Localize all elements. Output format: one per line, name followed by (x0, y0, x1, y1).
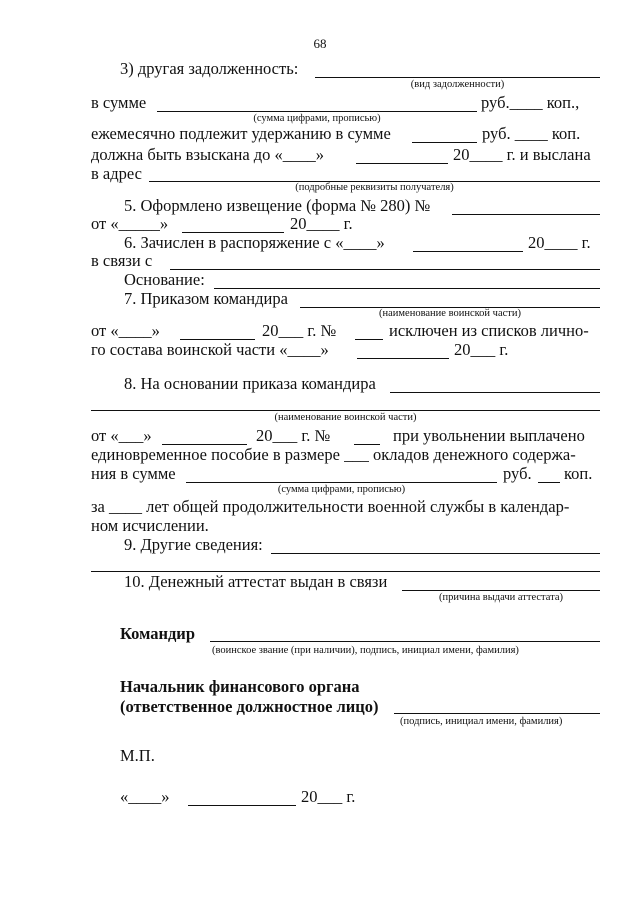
enlisted-year-label: 20____ г. (528, 233, 591, 252)
other-info-field[interactable] (271, 553, 600, 554)
order8-amount-field[interactable] (186, 482, 497, 483)
notice-date-label: от «_____» (91, 214, 169, 233)
order7-excluded-label: исключен из списков лично- (389, 321, 589, 340)
order7-line2: го состава воинской части «____» (91, 340, 329, 359)
due-month-field[interactable] (356, 163, 448, 164)
stamp-label: М.П. (120, 746, 155, 765)
final-month-field[interactable] (188, 805, 296, 806)
monthly-amount-field[interactable] (412, 142, 477, 143)
order8-benefit-line: единовременное пособие в размере ___ окладов денежного содержа- (91, 445, 576, 464)
other-debt-label: 3) другая задолженность: (120, 59, 299, 78)
order7-date-label: от «____» (91, 321, 160, 340)
due-date-label: должна быть взыскана до «____» (91, 145, 325, 164)
page-number: 68 (313, 36, 327, 51)
amount-rub-label: руб.____ коп., (481, 93, 580, 112)
finance-signature-field[interactable] (394, 713, 600, 714)
order7-exclusion-month-field[interactable] (357, 358, 449, 359)
enlisted-month-field[interactable] (413, 251, 523, 252)
order7-year-number-label: 20___ г. № (262, 321, 337, 340)
certificate-reason-field[interactable] (402, 590, 600, 591)
order8-service-line: за ____ лет общей продолжительности военной службы в календар- (91, 497, 570, 516)
order8-year-number-label: 20___ г. № (256, 426, 331, 445)
other-info-label: 9. Другие сведения: (124, 535, 263, 554)
finance-caption: (подпись, инициал имени, фамилия) (400, 716, 563, 727)
address-label: в адрес (91, 164, 142, 183)
responsible-person-label: (ответственное должностное лицо) (120, 697, 379, 716)
order8-kop-label: коп. (564, 464, 593, 483)
amount-label: в сумме (91, 93, 147, 112)
notice-number-field[interactable] (452, 214, 600, 215)
enlisted-label: 6. Зачислен в распоряжение с «____» (124, 233, 385, 252)
order8-paid-label: при увольнении выплачено (393, 426, 585, 445)
final-year-label: 20___ г. (301, 787, 356, 806)
finance-head-label: Начальник финансового органа (120, 677, 360, 696)
recipient-caption: (подробные реквизиты получателя) (295, 182, 454, 193)
order8-label: 8. На основании приказа командира (124, 374, 376, 393)
order7-line2-year: 20___ г. (454, 340, 509, 359)
debt-type-caption: (вид задолженности) (410, 79, 505, 90)
certificate-reason-caption: (причина выдачи аттестата) (438, 592, 564, 603)
order8-calendar-line: ном исчислении. (91, 516, 209, 535)
order8-rub-label: руб. (503, 464, 532, 483)
order8-kop-field[interactable] (538, 482, 560, 483)
monthly-deduction-label: ежемесячно подлежит удержанию в сумме (91, 124, 391, 143)
amount-field[interactable] (157, 111, 477, 112)
order8-unit-caption: (наименование воинской части) (274, 412, 417, 423)
order8-amount-caption: (сумма цифрами, прописью) (277, 484, 406, 495)
due-year-label: 20____ г. и выслана (453, 145, 591, 164)
order7-unit-caption: (наименование воинской части) (379, 308, 521, 319)
commander-caption: (воинское звание (при наличии), подпись, инициал имени, фамилия) (212, 645, 519, 656)
debt-type-field[interactable] (315, 77, 600, 78)
final-date-open: «____» (120, 787, 170, 806)
notice-label: 5. Оформлено извещение (форма № 280) № (124, 196, 431, 215)
monthly-rub-label: руб. ____ коп. (482, 124, 581, 143)
order8-commander-field[interactable] (390, 392, 600, 393)
certificate-label: 10. Денежный аттестат выдан в связи (124, 572, 388, 591)
amount-caption: (сумма цифрами, прописью) (253, 113, 381, 124)
notice-year-label: 20____ г. (290, 214, 353, 233)
commander-signature-field[interactable] (210, 641, 600, 642)
basis-label: Основание: (124, 270, 205, 289)
order7-label: 7. Приказом командира (124, 289, 288, 308)
order8-unit-field[interactable] (91, 410, 600, 411)
order8-amount-label: ния в сумме (91, 464, 176, 483)
order7-number-field[interactable] (355, 339, 383, 340)
commander-label: Командир (120, 624, 195, 643)
connection-field[interactable] (170, 269, 600, 270)
connection-label: в связи с (91, 251, 153, 270)
order8-date-label: от «___» (91, 426, 152, 445)
